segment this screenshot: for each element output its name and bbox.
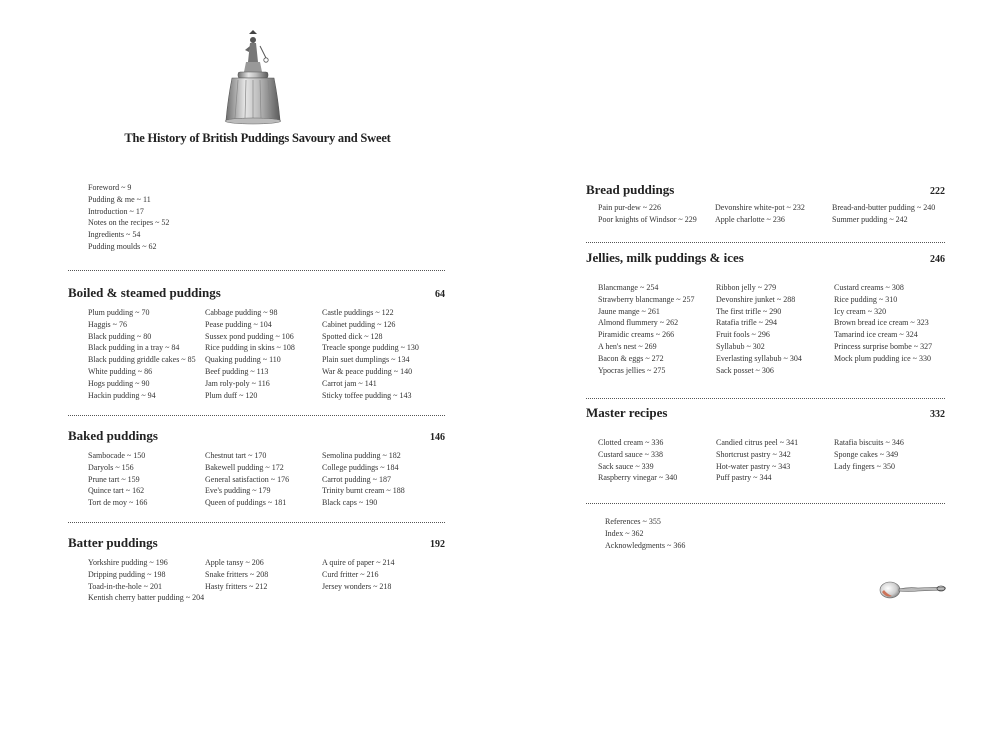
section-header-boiled[interactable]: [68, 285, 445, 301]
list-item[interactable]: Acknowledgments ~ 366: [605, 540, 686, 550]
section-header-jellies[interactable]: [586, 250, 945, 266]
list-item[interactable]: Everlasting syllabub ~ 304: [716, 353, 802, 363]
list-item[interactable]: A quire of paper ~ 214: [322, 558, 395, 567]
list-item[interactable]: Plum pudding ~ 70: [88, 308, 150, 317]
list-item[interactable]: Pudding & me ~ 11: [88, 194, 151, 204]
list-item[interactable]: Dripping pudding ~ 198: [88, 569, 166, 579]
list-item[interactable]: Foreword ~ 9: [88, 183, 132, 192]
list-item[interactable]: Semolina pudding ~ 182: [322, 451, 401, 460]
list-item[interactable]: Icy cream ~ 320: [834, 306, 887, 316]
list-item[interactable]: Spotted dick ~ 128: [322, 331, 383, 341]
list-item[interactable]: Queen of puddings ~ 181: [205, 498, 287, 508]
list-item[interactable]: Apple charlotte ~ 236: [715, 214, 785, 224]
section-entries-bread: [598, 202, 935, 226]
entries-column: [598, 202, 715, 226]
list-item[interactable]: Chestnut tart ~ 170: [205, 451, 267, 460]
list-item[interactable]: Haggis ~ 76: [88, 319, 127, 329]
entries-column: [715, 202, 832, 226]
section-entries-master: [598, 437, 904, 484]
section-title: Jellies, milk puddings & ices: [586, 250, 744, 265]
list-item[interactable]: War & peace pudding ~ 140: [322, 366, 413, 376]
list-item[interactable]: Sussex pond pudding ~ 106: [205, 331, 294, 341]
list-item[interactable]: Piramidic creams ~ 266: [598, 330, 675, 340]
list-item[interactable]: General satisfaction ~ 176: [205, 474, 290, 484]
list-item[interactable]: Tamarind ice cream ~ 324: [834, 330, 918, 340]
front-matter-list: [88, 182, 169, 253]
divider: [68, 415, 445, 416]
list-item[interactable]: Strawberry blancmange ~ 257: [598, 294, 695, 304]
list-item[interactable]: Curd fritter ~ 216: [322, 569, 379, 579]
list-item[interactable]: References ~ 355: [605, 517, 661, 526]
list-item[interactable]: Sack sauce ~ 339: [598, 461, 654, 471]
list-item[interactable]: Blancmange ~ 254: [598, 283, 659, 292]
list-item[interactable]: Ypocras jellies ~ 275: [598, 365, 666, 375]
list-item[interactable]: Plum duff ~ 120: [205, 390, 258, 400]
list-item[interactable]: Tort de moy ~ 166: [88, 498, 148, 508]
list-item[interactable]: Rice pudding in skins ~ 108: [205, 343, 295, 353]
list-item[interactable]: Mock plum pudding ice ~ 330: [834, 353, 931, 363]
list-item[interactable]: Candied citrus peel ~ 341: [716, 438, 799, 447]
list-item[interactable]: Quaking pudding ~ 110: [205, 355, 281, 365]
list-item[interactable]: Syllabub ~ 302: [716, 341, 765, 351]
list-item[interactable]: Eve's pudding ~ 179: [205, 486, 271, 496]
section-header-master[interactable]: [586, 405, 945, 421]
list-item[interactable]: Custard creams ~ 308: [834, 283, 904, 292]
entries-column: [832, 202, 935, 226]
entries-column: [88, 307, 205, 401]
list-item[interactable]: Daryols ~ 156: [88, 462, 134, 472]
list-item[interactable]: Ratafia trifle ~ 294: [716, 318, 777, 328]
list-item[interactable]: Toad-in-the-hole ~ 201: [88, 581, 162, 591]
list-item[interactable]: Bakewell pudding ~ 172: [205, 462, 284, 472]
section-title: Bread puddings: [586, 182, 675, 197]
divider: [586, 242, 945, 243]
list-item[interactable]: Princess surprise bombe ~ 327: [834, 341, 933, 351]
list-item[interactable]: Hasty fritters ~ 212: [205, 581, 268, 591]
list-item[interactable]: Hackin pudding ~ 94: [88, 390, 156, 400]
list-item[interactable]: Quince tart ~ 162: [88, 486, 145, 496]
list-item[interactable]: Notes on the recipes ~ 52: [88, 218, 170, 228]
book-title: The History of British Puddings Savoury and Sweet: [124, 131, 391, 145]
list-item[interactable]: Custard sauce ~ 338: [598, 449, 663, 459]
list-item[interactable]: White pudding ~ 86: [88, 366, 153, 376]
list-item[interactable]: Treacle sponge pudding ~ 130: [322, 343, 419, 353]
pudding-mould-illustration: [218, 28, 288, 128]
list-item[interactable]: Beef pudding ~ 113: [205, 366, 269, 376]
section-page-number: 192: [430, 539, 445, 550]
divider: [586, 503, 945, 504]
section-header-batter[interactable]: [68, 535, 445, 551]
entries-column: [716, 437, 834, 484]
list-item[interactable]: Kentish cherry batter pudding ~ 204: [88, 593, 205, 603]
list-item[interactable]: Bacon & eggs ~ 272: [598, 353, 664, 363]
divider: [586, 398, 945, 399]
section-entries-batter: [88, 557, 395, 604]
spoon-illustration: [878, 578, 948, 602]
section-title: Boiled & steamed puddings: [68, 285, 221, 300]
list-item[interactable]: Jam roly-poly ~ 116: [205, 378, 270, 388]
entries-column: [598, 437, 716, 484]
list-item[interactable]: Devonshire junket ~ 288: [716, 294, 796, 304]
list-item[interactable]: Sambocade ~ 150: [88, 451, 146, 460]
list-item[interactable]: Poor knights of Windsor ~ 229: [598, 214, 697, 224]
divider: [68, 522, 445, 523]
list-item[interactable]: Raspberry vinegar ~ 340: [598, 473, 678, 483]
section-title: Batter puddings: [68, 535, 158, 550]
list-item[interactable]: Fruit fools ~ 296: [716, 330, 770, 340]
entries-column: [88, 450, 205, 509]
list-item[interactable]: Puff pastry ~ 344: [716, 473, 772, 483]
entries-column: [834, 437, 904, 484]
list-item[interactable]: Pain pur-dew ~ 226: [598, 203, 662, 212]
section-title: Baked puddings: [68, 428, 158, 443]
list-item[interactable]: Sack posset ~ 306: [716, 365, 774, 375]
divider: [68, 270, 445, 271]
list-item[interactable]: Clotted cream ~ 336: [598, 438, 664, 447]
list-item[interactable]: Black pudding in a tray ~ 84: [88, 343, 180, 353]
list-item[interactable]: Carrot pudding ~ 187: [322, 474, 391, 484]
section-entries-boiled: [88, 307, 419, 401]
list-item[interactable]: College puddings ~ 184: [322, 462, 399, 472]
section-page-number: 332: [930, 409, 945, 420]
list-item[interactable]: Apple tansy ~ 206: [205, 558, 264, 567]
list-item[interactable]: Black caps ~ 190: [322, 498, 378, 508]
entries-column: [322, 557, 395, 604]
entries-column: [834, 282, 932, 376]
list-item[interactable]: Lady fingers ~ 350: [834, 461, 895, 471]
list-item[interactable]: Sponge cakes ~ 349: [834, 449, 899, 459]
list-item[interactable]: Brown bread ice cream ~ 323: [834, 318, 929, 328]
list-item[interactable]: Devonshire white-pot ~ 232: [715, 203, 805, 212]
entries-column: [88, 557, 205, 604]
list-item[interactable]: Introduction ~ 17: [88, 206, 144, 216]
entries-column: [598, 282, 716, 376]
entries-column: [322, 307, 419, 401]
list-item[interactable]: Index ~ 362: [605, 528, 644, 538]
section-header-bread[interactable]: [586, 182, 945, 198]
list-item[interactable]: Sticky toffee pudding ~ 143: [322, 390, 412, 400]
list-item[interactable]: Shortcrust pastry ~ 342: [716, 449, 791, 459]
list-item[interactable]: Castle puddings ~ 122: [322, 308, 394, 317]
list-item[interactable]: Ingredients ~ 54: [88, 230, 141, 240]
section-page-number: 246: [930, 254, 945, 265]
section-entries-jellies: [598, 282, 932, 376]
list-item[interactable]: Pudding moulds ~ 62: [88, 241, 157, 251]
entries-column: [716, 282, 834, 376]
back-matter-list: [605, 516, 685, 551]
list-item[interactable]: Plain suet dumplings ~ 134: [322, 355, 410, 365]
entries-column: [205, 557, 322, 604]
list-item[interactable]: The first trifle ~ 290: [716, 306, 782, 316]
list-item[interactable]: Jaune mange ~ 261: [598, 306, 660, 316]
list-item[interactable]: Hogs pudding ~ 90: [88, 378, 150, 388]
list-item[interactable]: Prune tart ~ 159: [88, 474, 140, 484]
list-item[interactable]: Black pudding griddle cakes ~ 85: [88, 355, 196, 365]
section-title: Master recipes: [586, 405, 668, 420]
list-item[interactable]: Summer pudding ~ 242: [832, 214, 908, 224]
section-header-baked[interactable]: [68, 428, 445, 444]
right-page: [500, 0, 1000, 730]
entries-column: [205, 307, 322, 401]
list-item[interactable]: Trinity burnt cream ~ 188: [322, 486, 405, 496]
list-item[interactable]: Jersey wonders ~ 218: [322, 581, 392, 591]
list-item[interactable]: Pease pudding ~ 104: [205, 319, 272, 329]
list-item[interactable]: Yorkshire pudding ~ 196: [88, 558, 168, 567]
list-item[interactable]: Carrot jam ~ 141: [322, 378, 377, 388]
section-page-number: 64: [435, 289, 445, 300]
list-item[interactable]: Rice pudding ~ 310: [834, 294, 898, 304]
list-item[interactable]: A hen's nest ~ 269: [598, 341, 657, 351]
list-item[interactable]: Black pudding ~ 80: [88, 331, 152, 341]
list-item[interactable]: Hot-water pastry ~ 343: [716, 461, 791, 471]
section-entries-baked: [88, 450, 405, 509]
list-item[interactable]: Snake fritters ~ 208: [205, 569, 269, 579]
section-page-number: 222: [930, 186, 945, 197]
list-item[interactable]: Bread-and-butter pudding ~ 240: [832, 203, 936, 212]
section-page-number: 146: [430, 432, 445, 443]
entries-column: [205, 450, 322, 509]
list-item[interactable]: Cabbage pudding ~ 98: [205, 308, 278, 317]
list-item[interactable]: Cabinet pudding ~ 126: [322, 319, 396, 329]
list-item[interactable]: Almond flummery ~ 262: [598, 318, 679, 328]
list-item[interactable]: Ribbon jelly ~ 279: [716, 283, 777, 292]
list-item[interactable]: Ratafia biscuits ~ 346: [834, 438, 904, 447]
entries-column: [322, 450, 405, 509]
